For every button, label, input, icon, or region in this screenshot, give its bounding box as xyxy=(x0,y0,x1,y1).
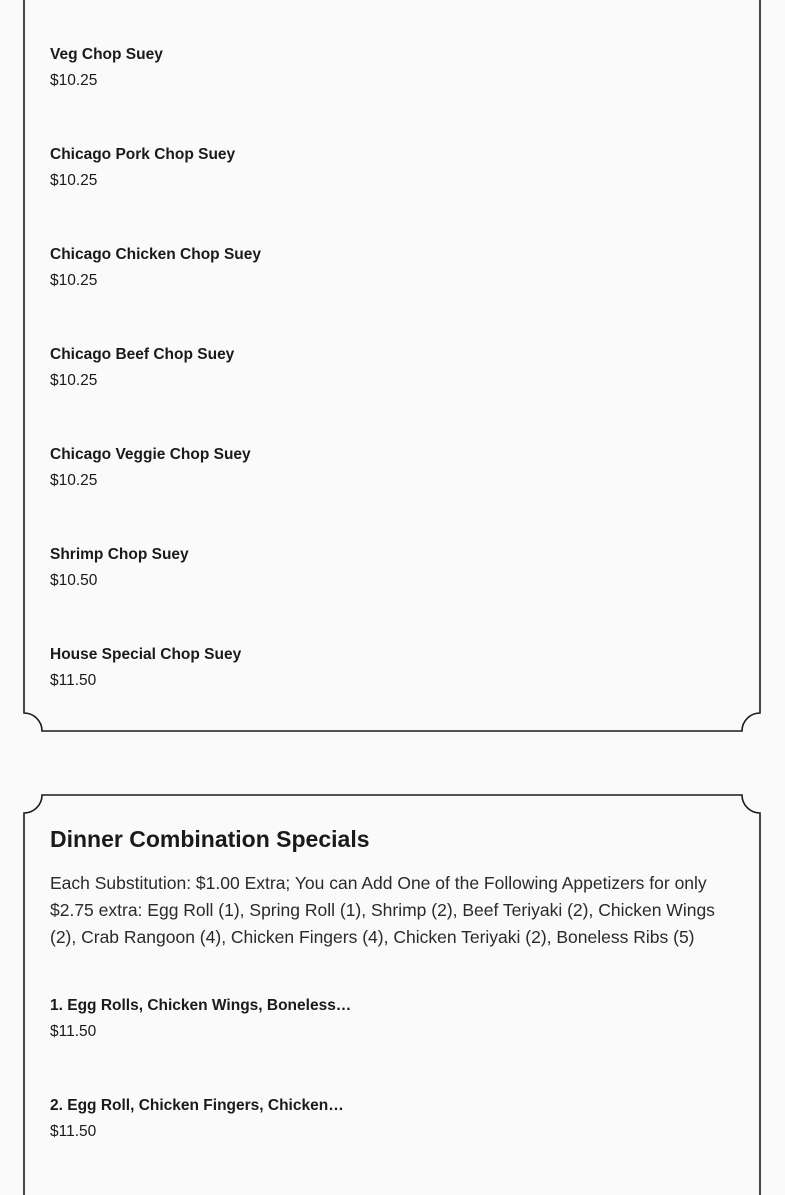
menu-item-name: Chicago Veggie Chop Suey xyxy=(50,446,251,463)
menu-item-price: $10.25 xyxy=(50,372,98,389)
menu-item[interactable] xyxy=(50,44,734,144)
menu-item[interactable] xyxy=(50,144,734,244)
menu-item[interactable] xyxy=(50,544,734,644)
menu-item-price: $11.50 xyxy=(50,1123,97,1140)
menu-item-list xyxy=(50,44,734,744)
menu-item-name: Chicago Chicken Chop Suey xyxy=(50,246,262,263)
menu-item-price: $10.25 xyxy=(50,472,98,489)
menu-item-price: $11.50 xyxy=(50,672,97,689)
menu-item-name: 1. Egg Rolls, Chicken Wings, Boneless… xyxy=(50,997,352,1014)
menu-item-price: $10.25 xyxy=(50,272,98,289)
menu-item-price: $10.25 xyxy=(50,172,98,189)
menu-item[interactable] xyxy=(50,444,734,544)
menu-item[interactable] xyxy=(50,1095,734,1195)
section-description: Each Substitution: $1.00 Extra; You can Add One of the Following Appetizers for only $2.75 extra: Egg Roll (1), Spring Roll (1), Shrimp (2), Beef Teriyaki (2), Chicken Wings (2), Crab Rangoon (4), Chicken Fingers (4), Chicken Teriyaki (2), Boneless Ribs (5) xyxy=(50,873,715,947)
menu-item[interactable] xyxy=(50,244,734,344)
chop-suey-section-card xyxy=(24,0,760,731)
menu-item[interactable] xyxy=(50,344,734,444)
menu-item-name: Shrimp Chop Suey xyxy=(50,546,189,563)
menu-item-price: $10.25 xyxy=(50,72,98,89)
menu-item[interactable] xyxy=(50,995,734,1095)
menu-item-name: House Special Chop Suey xyxy=(50,646,242,663)
menu-item-price: $11.50 xyxy=(50,1023,97,1040)
menu-item[interactable] xyxy=(50,644,734,744)
menu-item-name: 2. Egg Roll, Chicken Fingers, Chicken… xyxy=(50,1097,344,1114)
menu-item-name: Chicago Beef Chop Suey xyxy=(50,346,235,363)
section-title: Dinner Combination Specials xyxy=(50,826,370,852)
menu-item-list xyxy=(50,995,734,1195)
menu-item-name: Veg Chop Suey xyxy=(50,46,163,63)
menu-item-name: Chicago Pork Chop Suey xyxy=(50,146,236,163)
menu-item-price: $10.50 xyxy=(50,572,98,589)
dinner-combination-section-card xyxy=(24,795,760,1195)
